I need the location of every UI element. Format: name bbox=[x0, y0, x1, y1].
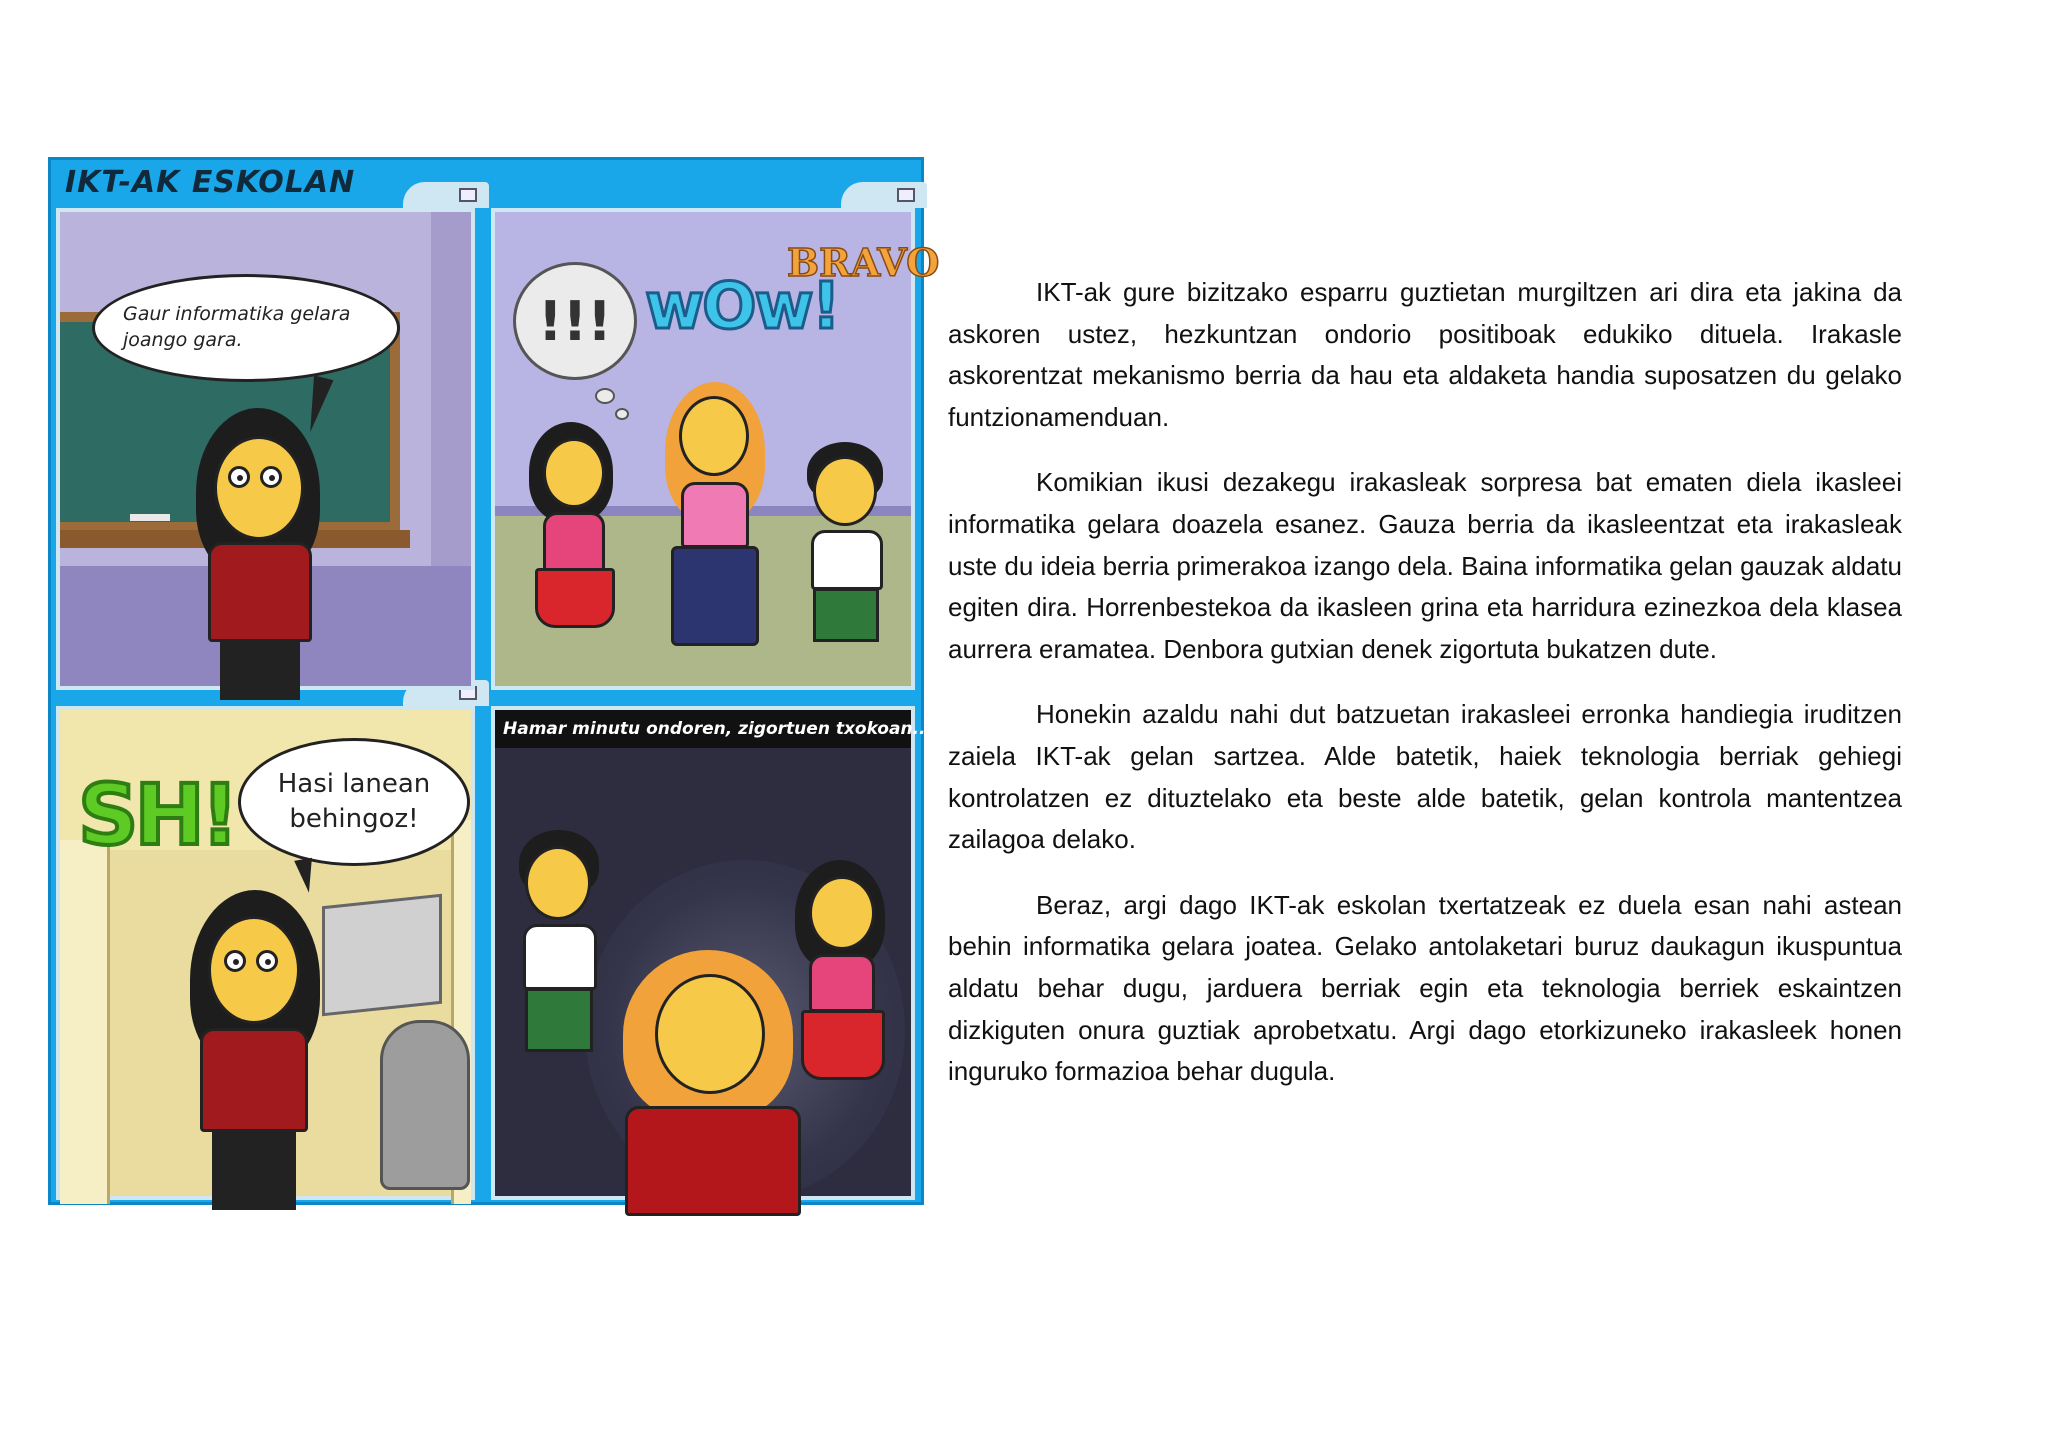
blonde-girl-character bbox=[655, 382, 775, 652]
window-box-icon bbox=[459, 188, 477, 202]
teacher-legs bbox=[212, 1130, 296, 1210]
eye bbox=[224, 950, 246, 972]
wow-text: wOw! bbox=[645, 270, 839, 344]
teacher-torso bbox=[200, 1028, 308, 1132]
head bbox=[679, 396, 749, 476]
thought-dot bbox=[595, 388, 615, 404]
eye bbox=[260, 466, 282, 488]
paragraph: Komikian ikusi dezakegu irakasleak sorpresa bat ematen diela ikasleei informatika gelara doazela esanez. Gauza berria da ikasleentzat eta irakasleak uste du ideia berria primerakoa izango dela. Baina informatika gelan gauzak aldatu egiten dira. Horrenbestekoa da ikasleen grina eta harridura ezinezkoa dela klasea aurrera eramatea. Denbora gutxian denek zigortuta bukatzen dute. bbox=[948, 467, 1902, 664]
teacher-head bbox=[214, 436, 304, 540]
sh-text: SH! bbox=[78, 766, 236, 864]
speech-tail bbox=[294, 858, 318, 895]
speech-text: Hasi lanean behingoz! bbox=[277, 768, 431, 834]
girl-character bbox=[529, 422, 619, 642]
pants bbox=[813, 588, 879, 642]
teacher-character bbox=[178, 408, 378, 698]
head bbox=[543, 438, 605, 508]
teacher-character bbox=[170, 890, 370, 1204]
torso bbox=[625, 1106, 801, 1216]
eye bbox=[228, 466, 250, 488]
teacher-torso bbox=[208, 542, 312, 642]
teacher-legs bbox=[220, 640, 300, 700]
boy-character bbox=[515, 830, 605, 1060]
thought-dot bbox=[615, 408, 629, 420]
comic-panel-4 bbox=[491, 706, 932, 1200]
paragraph: Beraz, argi dago IKT-ak eskolan txertatzeak ez duela esan nahi astean behin informatika gelara joatea. Gelako antolaketari buruz daukagun ikuspuntua aldatu behar dugu, jarduera berriak egin eta teknologia berriek eskaintzen dizkiguten onura guztiak aprobetxatu. Argi dago etorkizuneko irakasleek honen inguruko formazioa behar dugula. bbox=[948, 889, 1902, 1087]
torso bbox=[811, 530, 883, 590]
teacher-head bbox=[208, 916, 300, 1024]
bravo-text: BRAVO bbox=[787, 240, 940, 285]
head bbox=[809, 876, 875, 950]
thought-text: !!! bbox=[538, 289, 612, 353]
comic-panel-3 bbox=[56, 706, 475, 1200]
pants bbox=[525, 988, 593, 1052]
pants bbox=[671, 546, 759, 646]
torso bbox=[543, 512, 605, 572]
comic-panel-2 bbox=[491, 208, 940, 690]
skirt bbox=[535, 568, 615, 628]
thought-bubble bbox=[513, 262, 637, 380]
blonde-girl-character bbox=[615, 950, 815, 1210]
article-text bbox=[948, 272, 1902, 1117]
cubicle-wall bbox=[60, 840, 110, 1204]
boy-character bbox=[803, 442, 893, 652]
torso bbox=[523, 924, 597, 990]
panel-tab bbox=[841, 182, 927, 208]
office-chair bbox=[380, 1020, 470, 1190]
torso bbox=[681, 482, 749, 548]
paragraph: IKT-ak gure bizitzako esparru guztietan murgiltzen ari dira eta jakina da askoren ustez, hezkuntzan ondorio positiboak edukiko dituela. Irakasle askorentzat mekanismo berria da hau eta aldaketa handia suposatzen du gelako funtzionamenduan. bbox=[948, 277, 1902, 432]
speech-text: Gaur informatika gelara joango gara. bbox=[123, 303, 351, 351]
speech-bubble bbox=[92, 274, 400, 382]
comic-strip bbox=[48, 157, 940, 1205]
comic-title: IKT-AK ESKOLAN bbox=[65, 165, 356, 200]
panel-caption: Hamar minutu ondoren, zigortuen txokoan... bbox=[495, 710, 911, 748]
speech-bubble bbox=[238, 738, 470, 866]
panel-tab bbox=[403, 182, 489, 208]
chalk bbox=[130, 514, 170, 521]
paragraph: Honekin azaldu nahi dut batzuetan irakasleei erronka handiegia iruditzen zaiela IKT-ak gelan sartzea. Alde batetik, haiek teknologia berriak gehiegi kontrolatzen ez dituztelako eta beste alde batetik, gelan kontrola mantentzea zailagoa delako. bbox=[948, 699, 1902, 855]
head bbox=[655, 974, 765, 1094]
comic-panel-1 bbox=[56, 208, 475, 690]
head bbox=[525, 846, 591, 920]
torso bbox=[809, 954, 875, 1012]
eye bbox=[256, 950, 278, 972]
window-box-icon bbox=[897, 188, 915, 202]
head bbox=[813, 456, 877, 526]
